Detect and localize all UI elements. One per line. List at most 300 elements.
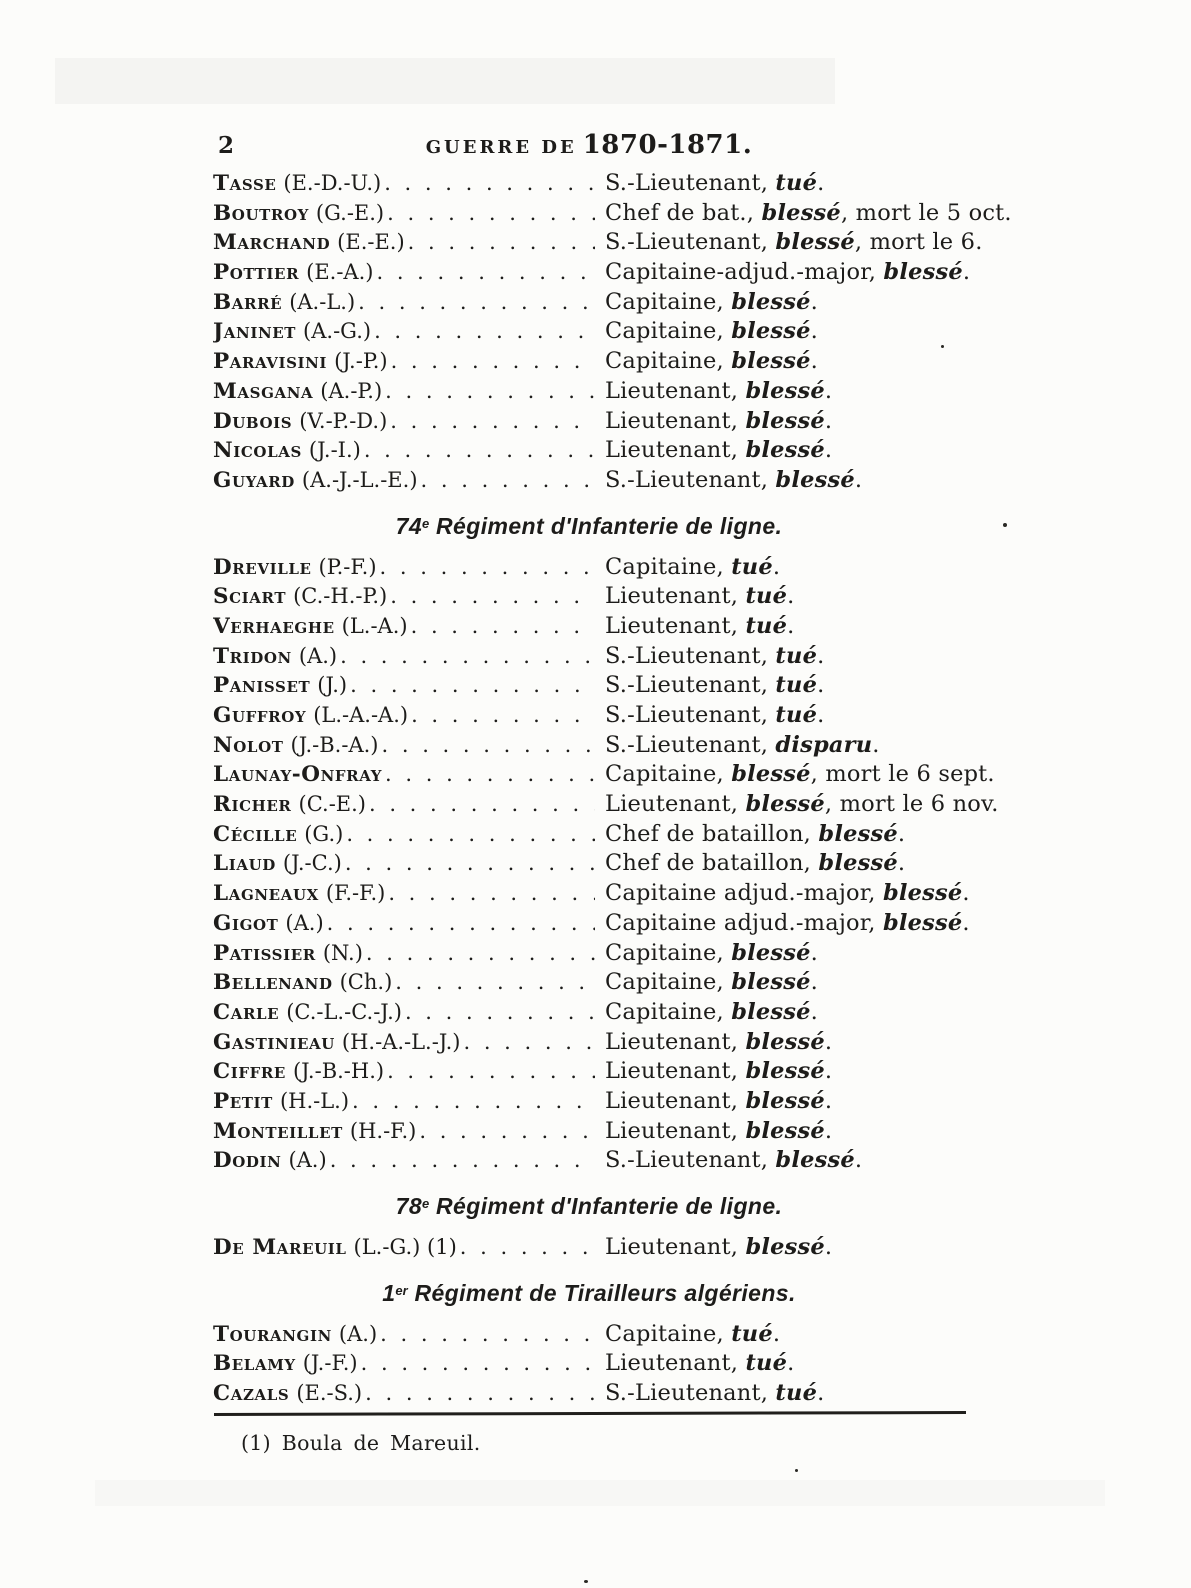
section-heading (213, 1264, 965, 1321)
regiment-number-superscript: e (422, 515, 430, 531)
officer-name: Cazals (213, 1381, 290, 1407)
officer-name-cell (213, 1322, 605, 1347)
officer-status: blessé (745, 437, 825, 464)
officer-rank: Chef de bat., (605, 199, 762, 226)
officer-rank: S.-Lieutenant, (605, 1380, 776, 1407)
dot-leader (350, 673, 595, 697)
officer-rank-cell (605, 880, 970, 906)
officer-name-cell (213, 555, 605, 580)
officer-rank-cell (605, 672, 824, 698)
officer-status-suffix: . (962, 909, 970, 936)
section-rows (213, 170, 1012, 497)
officer-row (213, 170, 965, 200)
officer-name: Tourangin (213, 1321, 332, 1347)
dot-leader (380, 555, 595, 579)
officer-rank-cell (605, 1058, 832, 1084)
officer-rank: S.-Lieutenant, (605, 731, 776, 758)
officer-rank-cell (605, 259, 970, 285)
regiment-name: Régiment de Tirailleurs algériens. (407, 1279, 796, 1306)
officer-rank: Capitaine, (605, 939, 732, 966)
officer-name-cell (213, 851, 605, 876)
officer-row (213, 999, 965, 1029)
officer-name: Gigot (213, 910, 279, 936)
officer-initials: (H.-F.) (349, 1118, 417, 1143)
officer-rank: S.-Lieutenant, (605, 672, 776, 699)
officer-row (213, 1088, 965, 1118)
dot-leader (388, 881, 595, 905)
officer-status: tué (745, 612, 788, 639)
officer-row (213, 940, 965, 970)
officer-rank-cell (605, 318, 818, 344)
officer-row (213, 969, 965, 999)
officer-status-suffix: , mort le 6. (854, 229, 983, 256)
officer-status-suffix: . (810, 288, 819, 315)
officer-name: Liaud (213, 851, 276, 877)
ink-speck (941, 345, 944, 348)
officer-initials: (L.-A.) (341, 613, 408, 638)
dot-leader (366, 941, 595, 965)
officer-rank-cell (605, 850, 905, 876)
dot-leader (395, 970, 595, 994)
page-number: 2 (218, 132, 235, 159)
officer-status: blessé (818, 820, 898, 847)
officer-rank: Capitaine, (605, 348, 732, 375)
dot-leader (405, 1000, 595, 1024)
dot-leader (463, 1030, 595, 1054)
regiment-name: Régiment d'Infanterie de ligne. (429, 1193, 783, 1219)
officer-initials: (V.-P.-D.) (299, 408, 388, 433)
officer-row (213, 880, 970, 910)
dot-leader (369, 792, 595, 816)
regiment-number: 1 (382, 1279, 396, 1306)
dot-leader (385, 379, 595, 403)
officer-name: De Mareuil (213, 1235, 347, 1260)
officer-name: Ciffre (213, 1059, 286, 1085)
dot-leader (387, 1059, 595, 1083)
officer-row (213, 467, 965, 497)
officer-rank-cell (605, 1380, 824, 1406)
officer-rank-cell (605, 378, 832, 404)
officer-name: Nolot (213, 732, 284, 758)
officer-name: Monteillet (213, 1118, 343, 1144)
regiment-section (213, 1177, 965, 1264)
officer-name-cell (213, 762, 605, 787)
officer-status-suffix: . (817, 702, 825, 728)
officer-name-cell (213, 1381, 605, 1406)
officer-rank-cell (605, 1234, 832, 1260)
officer-rank-cell (605, 821, 905, 847)
officer-rank: Capitaine, (605, 998, 732, 1025)
officer-rank-cell (605, 910, 970, 936)
officer-name-cell (213, 171, 605, 196)
officer-row (213, 850, 965, 880)
officer-initials: (A.) (338, 1321, 378, 1346)
footnote: (1) Boula de Mareuil. (241, 1431, 481, 1455)
officer-status-suffix: . (897, 820, 906, 847)
officer-status: disparu (775, 731, 873, 758)
officer-name-cell (213, 703, 605, 728)
officer-name: Panisset (213, 673, 311, 699)
officer-status: tué (745, 583, 788, 610)
officer-status-suffix: . (824, 1058, 833, 1085)
officer-name-cell (213, 349, 605, 374)
officer-rank: S.-Lieutenant, (605, 229, 776, 256)
officer-row (213, 259, 971, 289)
officer-rank: Capitaine, (605, 1320, 732, 1347)
officer-status-suffix: . (824, 437, 833, 464)
officer-rank-cell (605, 761, 995, 787)
officer-name-cell (213, 1059, 605, 1084)
dot-leader (460, 1235, 595, 1259)
officer-row (213, 702, 965, 732)
officer-rank: Capitaine-adjud.-major, (605, 259, 884, 286)
officer-initials: (J.-F.) (302, 1351, 358, 1376)
officer-row (213, 1321, 965, 1351)
officer-row (213, 732, 965, 762)
officer-name-cell (213, 644, 605, 669)
regiment-number: 78 (395, 1193, 423, 1219)
officer-rank: Lieutenant, (605, 612, 746, 639)
ink-speck (795, 1469, 798, 1472)
officer-name-cell (213, 230, 605, 255)
officer-row (213, 289, 965, 319)
dot-leader (330, 1148, 595, 1172)
officer-status: tué (775, 170, 818, 196)
officer-name-cell (213, 911, 605, 936)
officer-status-suffix: , mort le 6 sept. (810, 761, 995, 788)
dot-leader (408, 230, 595, 254)
officer-status: blessé (731, 761, 811, 788)
officer-rank-cell (605, 791, 999, 817)
dot-leader (421, 468, 595, 492)
officer-rank-cell (605, 940, 818, 966)
officer-name-cell (213, 941, 605, 966)
officer-rank: Lieutenant, (605, 1058, 746, 1085)
officer-status: blessé (745, 1087, 825, 1114)
officer-initials: (A.) (298, 643, 338, 668)
officer-name: Boutroy (213, 200, 309, 226)
officer-name: Gastinieau (213, 1029, 335, 1055)
officer-name: Paravisini (213, 349, 328, 375)
officer-status-suffix: . (824, 1234, 833, 1260)
officer-name: Guyard (213, 467, 295, 493)
officer-initials: (H.-A.-L.-J.) (341, 1029, 461, 1054)
officer-rank-cell (605, 289, 818, 315)
officer-status: blessé (818, 850, 898, 877)
officer-initials: (E.-E.) (337, 230, 405, 255)
officer-rank-cell (605, 229, 983, 255)
officer-status-suffix: . (787, 583, 795, 610)
officer-initials: (F.-F.) (325, 881, 386, 906)
officer-rank-cell (605, 702, 824, 728)
officer-name-cell (213, 319, 605, 344)
officer-row (213, 378, 965, 408)
officer-initials: (L.-G.) (1) (353, 1235, 457, 1259)
officer-status-suffix: . (824, 377, 833, 404)
officer-status: blessé (731, 969, 811, 996)
officer-rank: Lieutenant, (605, 1234, 746, 1260)
officer-row (213, 1029, 965, 1059)
dot-leader (411, 614, 595, 638)
dot-leader (345, 851, 595, 875)
section-rows (213, 1321, 965, 1410)
officer-name-cell (213, 881, 605, 906)
officer-initials: (E.-S.) (296, 1381, 363, 1406)
officer-status-suffix: . (817, 642, 825, 669)
officer-name-cell (213, 468, 605, 493)
page-content (213, 130, 1012, 1410)
running-title-text: GUERRE DE (425, 137, 577, 158)
officer-initials: (A.-G.) (303, 319, 372, 344)
dot-leader (390, 409, 595, 433)
regiment-name: Régiment d'Infanterie de ligne. (429, 512, 783, 539)
officer-row (213, 437, 965, 467)
footnote-rule (214, 1411, 966, 1416)
dot-leader (361, 1351, 595, 1375)
officer-row (213, 408, 965, 438)
officer-initials: (H.-L.) (279, 1088, 350, 1113)
officer-name-cell (213, 822, 605, 847)
officer-rank: Capitaine, (605, 969, 732, 996)
officer-rank-cell (605, 437, 832, 463)
officer-row (213, 791, 999, 821)
officer-status: blessé (745, 1117, 825, 1144)
officer-status-suffix: . (872, 731, 880, 758)
regiment-number-superscript: er (395, 1282, 408, 1298)
officer-status: blessé (745, 791, 825, 818)
officer-status-suffix: . (962, 259, 971, 286)
officer-status: blessé (731, 348, 811, 375)
officer-status: blessé (882, 909, 963, 936)
officer-status: tué (731, 1320, 773, 1347)
dot-leader (419, 1119, 595, 1143)
officer-status: blessé (775, 1147, 855, 1174)
officer-row (213, 348, 965, 378)
officer-rank: Lieutenant, (605, 1117, 746, 1144)
officer-status: blessé (775, 229, 855, 256)
officer-initials: (A.-J.-L.-E.) (301, 467, 418, 492)
officer-name-cell (213, 584, 605, 609)
officer-status: blessé (745, 407, 825, 434)
officer-name: Dubois (213, 408, 293, 434)
officer-name-cell (213, 201, 605, 226)
officer-rank-cell (605, 1350, 794, 1376)
officer-row (213, 554, 965, 584)
officer-initials: (Ch.) (339, 970, 393, 995)
officer-name-cell (213, 1089, 605, 1114)
officer-name: Lagneaux (213, 881, 319, 907)
officer-rank: S.-Lieutenant, (605, 466, 776, 493)
dot-leader (390, 584, 595, 608)
officer-status-suffix: . (817, 170, 825, 196)
officer-rank-cell (605, 732, 880, 758)
officer-row (213, 1118, 965, 1148)
section-rows (213, 553, 999, 1177)
officer-status: blessé (731, 288, 811, 315)
officer-status-suffix: . (962, 880, 970, 907)
officer-initials: (J.) (317, 673, 348, 698)
officer-list (213, 170, 1012, 1410)
officer-status-suffix: . (787, 612, 795, 639)
officer-name: Richer (213, 792, 292, 818)
officer-initials: (E.-A.) (306, 260, 374, 285)
dot-leader (384, 171, 595, 195)
officer-initials: (A.-L.) (289, 289, 356, 314)
officer-row (213, 1350, 965, 1380)
dot-leader (411, 703, 595, 727)
officer-rank: Lieutenant, (605, 1028, 746, 1055)
officer-status-suffix: . (854, 1147, 863, 1174)
officer-status: tué (775, 642, 818, 669)
officer-status: tué (745, 1350, 788, 1377)
officer-status: blessé (745, 1234, 825, 1260)
officer-rank-cell (605, 1088, 832, 1114)
officer-status: blessé (731, 318, 811, 345)
officer-row (213, 583, 965, 613)
officer-rank: Chef de bataillon, (605, 850, 819, 877)
regiment-section (213, 1264, 965, 1410)
officer-name-cell (213, 1000, 605, 1025)
officer-status-suffix: . (810, 969, 819, 996)
dot-leader (327, 911, 595, 935)
officer-name-cell (213, 1119, 605, 1144)
officer-status: blessé (745, 1028, 825, 1055)
officer-initials: (L.-A.-A.) (313, 703, 409, 727)
officer-rank: Capitaine, (605, 553, 732, 580)
officer-name-cell (213, 260, 605, 285)
officer-row (213, 643, 965, 673)
officer-initials: (J.-B.-H.) (292, 1059, 385, 1084)
officer-status-suffix: . (824, 407, 833, 434)
officer-rank-cell (605, 170, 824, 196)
officer-rank-cell (605, 408, 832, 434)
officer-name-cell (213, 1030, 605, 1055)
officer-status-suffix: . (817, 672, 825, 699)
dot-leader (352, 1089, 595, 1113)
officer-name: Tridon (213, 643, 292, 669)
officer-rank-cell (605, 1029, 832, 1055)
officer-rank-cell (605, 969, 818, 995)
officer-row (213, 613, 965, 643)
officer-rank-cell (605, 200, 1012, 226)
officer-status: blessé (883, 259, 963, 286)
officer-status: blessé (775, 466, 855, 493)
officer-name: Patissier (213, 940, 316, 966)
officer-status-suffix: . (810, 318, 819, 345)
officer-rank: Lieutenant, (605, 1087, 746, 1114)
officer-name: Guffroy (213, 703, 307, 728)
officer-name-cell (213, 438, 605, 463)
officer-initials: (C.-E.) (298, 792, 366, 817)
regiment-section (213, 170, 1012, 497)
officer-status: blessé (761, 199, 841, 226)
officer-name: Janinet (213, 319, 297, 345)
officer-status-suffix: . (897, 850, 906, 877)
dot-leader (346, 822, 595, 846)
officer-name-cell (213, 409, 605, 434)
running-title (213, 130, 965, 160)
officer-initials: (A.) (285, 910, 324, 935)
officer-status-suffix: . (787, 1350, 795, 1377)
officer-initials: (J.-B.-A.) (290, 732, 379, 757)
officer-name-cell (213, 673, 605, 698)
officer-initials: (A.) (288, 1148, 327, 1173)
officer-name: Dreville (213, 554, 312, 580)
officer-status: blessé (745, 1058, 825, 1085)
officer-row (213, 1058, 965, 1088)
officer-rank: Chef de bataillon, (605, 820, 819, 847)
officer-status-suffix: . (854, 466, 863, 493)
officer-initials: (A.-P.) (320, 378, 383, 403)
officer-rank: Capitaine, (605, 318, 732, 345)
officer-rank: Lieutenant, (605, 1350, 746, 1377)
officer-name: Dodin (213, 1148, 282, 1174)
officer-rank: Capitaine adjud.-major, (605, 909, 883, 936)
regiment-section (213, 497, 999, 1177)
officer-initials: (J.-P.) (334, 349, 388, 374)
officer-row (213, 1147, 965, 1177)
dot-leader (385, 762, 595, 786)
officer-initials: (C.-H.-P.) (293, 584, 388, 609)
dot-leader (380, 1322, 595, 1346)
dot-leader (364, 438, 595, 462)
officer-name-cell (213, 1351, 605, 1376)
officer-row (213, 821, 965, 851)
officer-status-suffix: , mort le 5 oct. (840, 199, 1012, 226)
officer-status: tué (731, 553, 773, 580)
officer-status-suffix: . (817, 1380, 825, 1407)
officer-name: Carle (213, 999, 280, 1025)
section-heading (213, 1177, 965, 1234)
officer-rank-cell (605, 1118, 832, 1144)
scan-shading-bottom (95, 1480, 1105, 1506)
officer-rank-cell (605, 643, 824, 669)
officer-name-cell (213, 290, 605, 315)
officer-status: blessé (731, 998, 811, 1025)
section-rows (213, 1234, 965, 1264)
officer-name-cell (213, 733, 605, 758)
officer-rank-cell (605, 613, 794, 639)
officer-initials: (J.-C.) (282, 851, 342, 876)
officer-name: Marchand (213, 230, 331, 256)
officer-row (213, 199, 1012, 230)
officer-initials: (G.) (304, 821, 344, 846)
officer-row (213, 672, 965, 702)
officer-status: blessé (745, 377, 825, 404)
officer-name: Masgana (213, 378, 314, 404)
officer-rank: Lieutenant, (605, 377, 746, 404)
officer-status-suffix: . (810, 998, 819, 1025)
officer-status: tué (775, 672, 818, 699)
dot-leader (358, 290, 595, 314)
officer-name: Barré (213, 289, 283, 315)
officer-name-cell (213, 792, 605, 817)
officer-rank: Lieutenant, (605, 791, 746, 818)
officer-status-suffix: . (824, 1028, 833, 1055)
dot-leader (340, 644, 595, 668)
dot-leader (387, 201, 595, 225)
officer-initials: (G.-E.) (315, 200, 385, 225)
officer-status: tué (775, 1380, 818, 1407)
officer-row (213, 1234, 965, 1264)
officer-name: Verhaeghe (213, 613, 335, 639)
officer-name: Sciart (213, 584, 287, 610)
officer-rank: S.-Lieutenant, (605, 170, 776, 196)
officer-name: Nicolas (213, 438, 302, 464)
officer-initials: (E.-D.-U.) (283, 171, 382, 195)
ink-speck (1003, 523, 1007, 527)
officer-rank: Capitaine adjud.-major, (605, 880, 883, 907)
